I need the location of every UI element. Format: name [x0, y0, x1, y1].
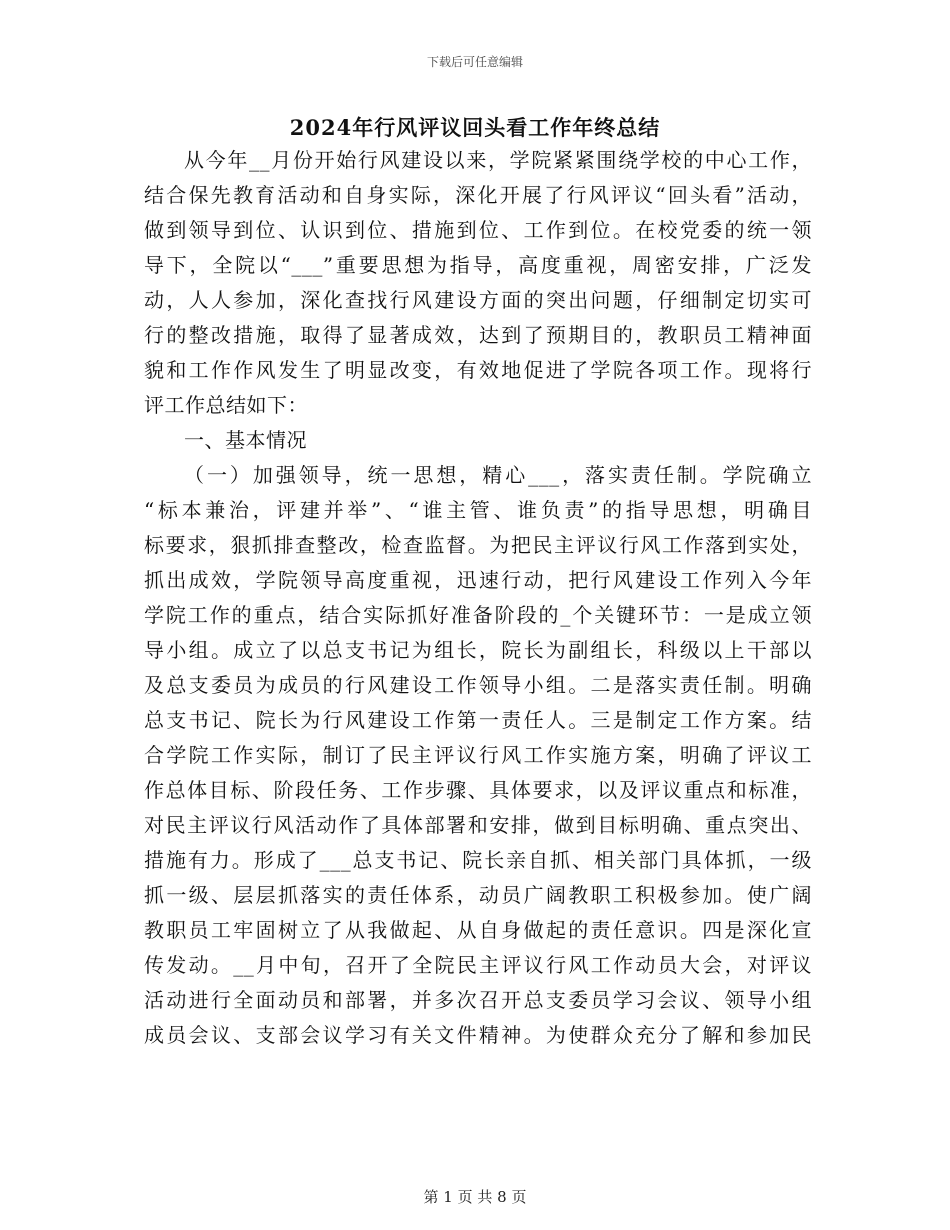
- body-line: 貌和工作作风发生了明显改变，有效地促进了学院各项工作。现将行: [144, 358, 812, 382]
- document-body: [144, 143, 812, 1053]
- body-line: 抓一级、层层抓落实的责任体系，动员广阔教职工积极参加。使广阔: [144, 883, 812, 907]
- body-line: 教职员工牢固树立了从我做起、从自身做起的责任意识。四是深化宣: [144, 918, 812, 942]
- body-line: “标本兼治，评建并举”、“谁主管、谁负责”的指导思想，明确目: [144, 498, 812, 522]
- page-number: 第 1 页 共 8 页: [423, 1188, 527, 1206]
- body-line: 从今年__月份开始行风建设以来，学院紧紧围绕学校的中心工作，: [184, 148, 812, 172]
- body-line: 活动进行全面动员和部署，并多次召开总支委员学习会议、领导小组: [144, 988, 812, 1012]
- body-line: 学院工作的重点，结合实际抓好准备阶段的_个关键环节：一是成立领: [144, 603, 812, 627]
- body-line: 标要求，狠抓排查整改，检查监督。为把民主评议行风工作落到实处，: [144, 533, 812, 557]
- body-line: 导下，全院以“___”重要思想为指导，高度重视，周密安排，广泛发: [144, 253, 812, 277]
- body-line: 合学院工作实际，制订了民主评议行风工作实施方案，明确了评议工: [144, 743, 812, 767]
- body-line: 成员会议、支部会议学习有关文件精神。为使群众充分了解和参加民: [144, 1023, 812, 1047]
- body-line: 对民主评议行风活动作了具体部署和安排，做到目标明确、重点突出、: [144, 813, 812, 837]
- body-line: 导小组。成立了以总支书记为组长，院长为副组长，科级以上干部以: [144, 638, 812, 662]
- body-line: （一）加强领导，统一思想，精心___，落实责任制。学院确立: [184, 463, 812, 487]
- page-header-note: 下载后可任意编辑: [426, 55, 523, 69]
- body-line: 做到领导到位、认识到位、措施到位、工作到位。在校党委的统一领: [144, 218, 812, 242]
- body-line: 传发动。__月中旬，召开了全院民主评议行风工作动员大会，对评议: [144, 953, 812, 977]
- body-line: 措施有力。形成了___总支书记、院长亲自抓、相关部门具体抓，一级: [144, 848, 812, 872]
- body-line: 作总体目标、阶段任务、工作步骤、具体要求，以及评议重点和标准，: [144, 778, 812, 802]
- body-line: 动，人人参加，深化查找行风建设方面的突出问题，仔细制定切实可: [144, 288, 812, 312]
- section-heading: 一、基本情况: [184, 428, 307, 452]
- body-line: 行的整改措施，取得了显著成效，达到了预期目的，教职员工精神面: [144, 323, 812, 347]
- document-title: 2024年行风评议回头看工作年终总结: [289, 115, 661, 140]
- body-line: 评工作总结如下：: [144, 393, 308, 417]
- body-line: 及总支委员为成员的行风建设工作领导小组。二是落实责任制。明确: [144, 673, 812, 697]
- body-line: 总支书记、院长为行风建设工作第一责任人。三是制定工作方案。结: [144, 708, 812, 732]
- body-line: 抓出成效，学院领导高度重视，迅速行动，把行风建设工作列入今年: [144, 568, 812, 592]
- body-line: 结合保先教育活动和自身实际，深化开展了行风评议“回头看”活动，: [144, 183, 812, 207]
